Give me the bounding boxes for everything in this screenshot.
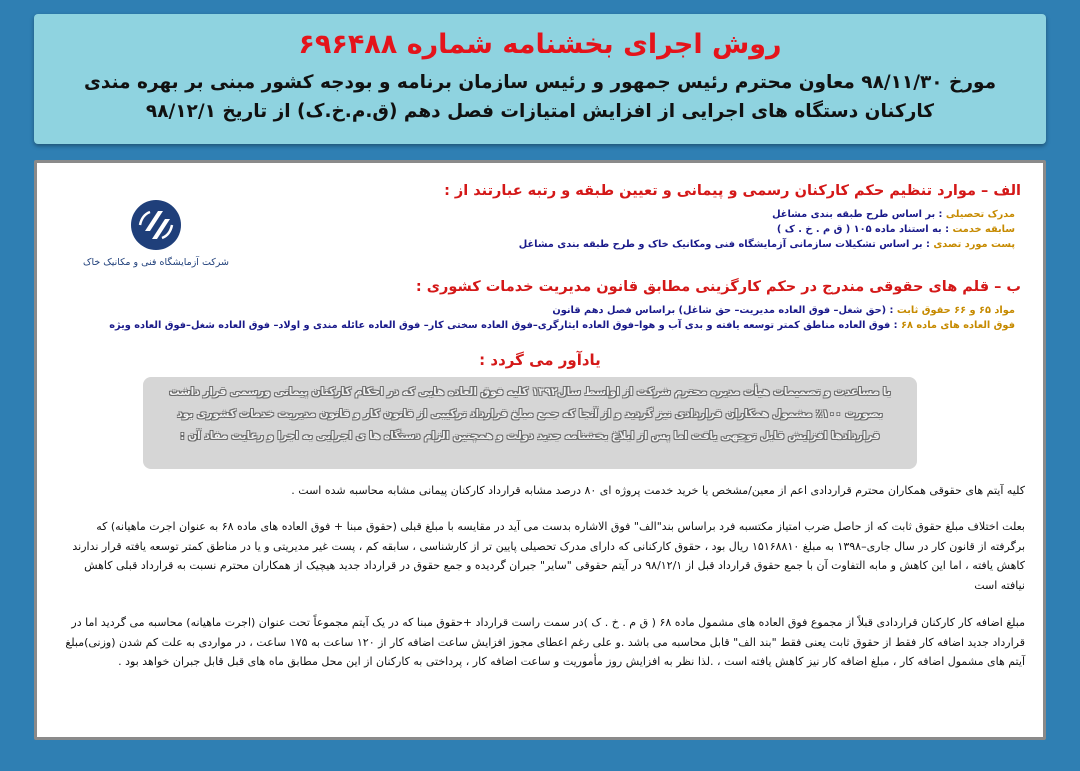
section-b-heading: ب – قلم های حقوقی مندرج در حکم کارگزینی مطابق قانون مدیریت خدمات کشوری : [415, 279, 1021, 295]
section-a-heading: الف – موارد تنظیم حکم کارکنان رسمی و پیمانی و تعیین طبقه و رتبه عبارتند از : [444, 183, 1021, 199]
item-value: : به استناد ماده ۱۰۵ ( ق م . خ . ک ) [776, 224, 953, 235]
section-a-item [444, 222, 1015, 237]
item-label: پست مورد تصدی [933, 239, 1015, 250]
item-label: مواد ۶۵ و ۶۶ حقوق ثابت [896, 305, 1015, 316]
reminder-box [143, 377, 917, 469]
item-value: : (حق شغل– فوق العاده مدیریت– حق شاغل) براساس فصل دهم قانون [552, 305, 897, 316]
company-name: شرکت آزمایشگاه فنی و مکانیک خاک [82, 257, 230, 268]
item-value: : بر اساس تشکیلات سازمانی آزمایشگاه فنی ومکانیک خاک و طرح طبقه بندی مشاغل [518, 239, 934, 250]
company-logo-icon [128, 197, 184, 253]
section-b-item [109, 318, 1015, 333]
item-value: : فوق العاده مناطق کمتر توسعه یافته و بدی آب و هوا–فوق العاده ایثارگری–فوق العاده سختی کار– فوق العاده عائله مندی و اولاد– فوق العاده شغل–فوق العاده ویژه [109, 320, 901, 331]
reminder-line: بصورت ۱۰۰٪ مشمول همکاران قراردادی نیز گردید و از آنجا که جمع مبلغ قرارداد ترکیبی از قانون کار و قانون مدیریت خدمات کشوری بود [177, 408, 883, 420]
document-sheet [34, 160, 1046, 740]
section-b-item [109, 303, 1015, 318]
item-value: : بر اساس طرح طبقه بندی مشاغل [772, 209, 946, 220]
company-logo [61, 197, 251, 277]
banner-subtitle-line-1: مورخ ۹۸/۱۱/۳۰ معاون محترم رئیس جمهور و رئیس سازمان برنامه و بودجه کشور مبنی بر بهره مندی [83, 72, 997, 93]
item-label: سابقه خدمت [952, 224, 1015, 235]
section-b [109, 277, 1021, 333]
section-a-item [444, 237, 1015, 252]
page-title: روش اجرای بخشنامه شماره ۶۹۶۴۸۸ [298, 29, 782, 60]
item-label: مدرک تحصیلی [945, 209, 1015, 220]
banner-subtitle-line-2: کارکنان دستگاه های اجرایی از افزایش امتیازات فصل دهم (ق.م.خ.ک) از تاریخ ۹۸/۱۲/۱ [145, 101, 935, 122]
title-banner [34, 14, 1046, 144]
section-a [444, 181, 1021, 252]
reminder-heading: یادآور می گردد : [479, 351, 601, 369]
item-label: فوق العاده های ماده ۶۸ [901, 320, 1015, 331]
section-a-item [444, 207, 1015, 222]
reminder-line: قراردادها افزایش قابل توجهی یافت اما پس از ابلاغ بخشنامه جدید دولت و همچنین الزام دستگاه ها ی اجرایی به اجرا و رعایت مفاد آن : [180, 430, 880, 442]
reminder-line: با مساعدت و تصمیمات هیأت مدیره محترم شرکت از اواسط سال۱۳۹۲ کلیه فوق العاده هایی که در احکام کارکنان پیمانی ورسمی قرار داشت [169, 386, 891, 398]
paragraph-1: کلیه آیتم های حقوقی همکاران محترم قراردادی اعم از معین/مشخص یا خرید خدمت پروژه ای ۸۰ درصد مشابه قرارداد کارکنان پیمانی مشابه محاسبه شده است . [291, 484, 1025, 497]
paragraph-2: بعلت اختلاف مبلغ حقوق ثابت که از حاصل ضرب امتیاز مکتسبه فرد براساس بند"الف" فوق الاشاره بدست می آید در مقایسه با مبلغ قبلی (حقوق مبنا + فوق العاده های ماده ۶۸ به عنوان اجرت ماهیانه) که برگرفته از قانون کار در سال جاری–۱۳۹۸ به مبلغ ۱۵۱۶۸۸۱۰ ریال بود ، حقوق کارکنانی که دارای مدرک تحصیلی پایین تر از کارشناسی ، سابقه کم ، پست غیر مدیریتی و یا در مناطق کمتر توسعه یافته قرار ندارند کاهش یافته ، اما این کاهش و مابه التفاوت آن با جمع حقوق قرارداد قبل از ۹۸/۱۲/۱ در آیتم حقوقی "سایر" جبران گردیده و جمع حقوق در قرارداد جدید هیچیک از همکاران محترم نسبت به قرارداد قبلی کاهش نیافته است [72, 520, 1025, 592]
paragraph-3: مبلغ اضافه کار کارکنان قراردادی قبلاً از مجموع فوق العاده های مشمول ماده ۶۸ ( ق م . خ . ک )در سمت راست قرارداد +حقوق مبنا که در یک آیتم مجموعاً تحت عنوان (اجرت ماهیانه) محاسبه می گردید اما در قرارداد جدید اضافه کار فقط از حقوق ثابت یعنی فقط "بند الف" قابل محاسبه می باشد .و علی رغم اعطای مجوز افزایش ساعت اضافه کار از ۱۲۰ ساعت به ۱۷۵ ساعت ، در مواردی به علت کم شدن (وزنی)مبلغ آیتم های مشمول اضافه کار ، مبلغ اضافه کار نیز کاهش یافته است ، .لذا نظر به افزایش روز مأموریت و ساعت اضافه کار ، پرداختی به کارکنان از این محل مطابق ماه های قبل قابل جبران خواهد بود . [65, 616, 1025, 668]
